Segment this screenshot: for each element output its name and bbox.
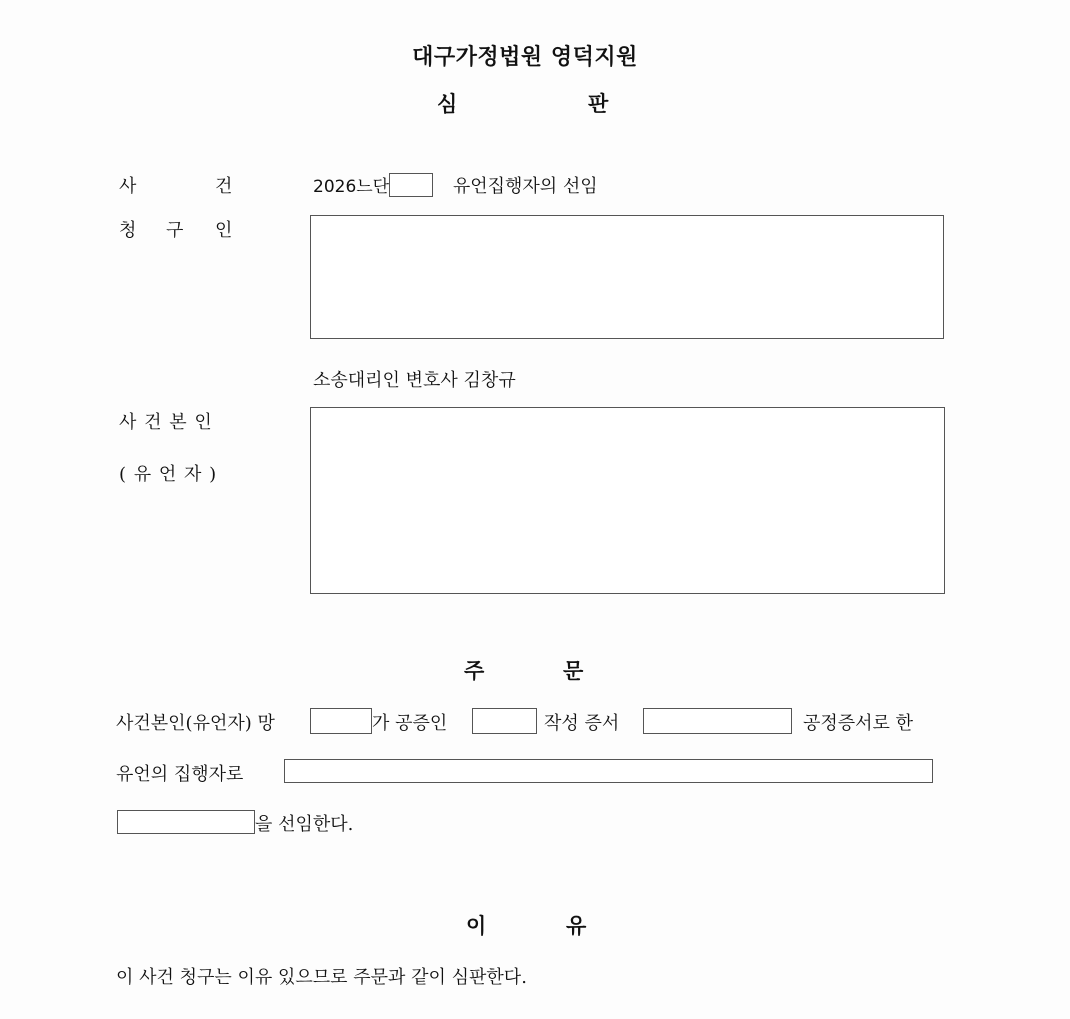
case-number-prefix: 2026느단 bbox=[313, 177, 390, 197]
order-certificate-box bbox=[643, 708, 792, 734]
doc-title-char-1: 심 bbox=[437, 92, 458, 116]
case-number-redacted-box bbox=[389, 173, 433, 197]
claimant-label-3: 인 bbox=[215, 220, 233, 241]
reason-heading-char-2: 유 bbox=[566, 914, 587, 938]
order-executor-name-box bbox=[117, 810, 255, 834]
principal-label-line1: 사 건 본 인 bbox=[119, 412, 213, 433]
order-line-1-a: 사건본인(유언자) 망 bbox=[116, 713, 275, 734]
claimant-attorney: 소송대리인 변호사 김창규 bbox=[313, 370, 516, 391]
principal-redacted-box bbox=[310, 407, 945, 594]
reason-heading-char-1: 이 bbox=[466, 914, 487, 938]
claimant-redacted-box bbox=[310, 215, 944, 339]
doc-title-char-2: 판 bbox=[588, 92, 609, 116]
order-heading-char-2: 문 bbox=[563, 659, 584, 683]
order-notary-name-box bbox=[472, 708, 537, 734]
case-label-1: 사 bbox=[119, 176, 137, 197]
order-deceased-name-box bbox=[310, 708, 372, 734]
order-line-1-b: 가 공증인 bbox=[372, 713, 448, 734]
case-label-2: 건 bbox=[215, 176, 233, 197]
case-number bbox=[313, 172, 598, 198]
order-executor-box bbox=[284, 759, 933, 783]
order-line-2-a: 유언의 집행자로 bbox=[116, 764, 244, 785]
principal-label-line2: ( 유 언 자 ) bbox=[119, 464, 218, 485]
order-line-1-c: 작성 증서 bbox=[544, 713, 620, 734]
order-line-3-a: 을 선임한다. bbox=[255, 814, 354, 835]
claimant-label-2: 구 bbox=[166, 220, 184, 241]
claimant-label-1: 청 bbox=[119, 220, 137, 241]
case-title: 유언집행자의 선임 bbox=[452, 176, 598, 197]
court-name: 대구가정법원 영덕지원 bbox=[412, 45, 638, 70]
order-heading-char-1: 주 bbox=[464, 659, 485, 683]
order-line-1-d: 공정증서로 한 bbox=[803, 713, 914, 734]
reason-text: 이 사건 청구는 이유 있으므로 주문과 같이 심판한다. bbox=[116, 967, 527, 988]
